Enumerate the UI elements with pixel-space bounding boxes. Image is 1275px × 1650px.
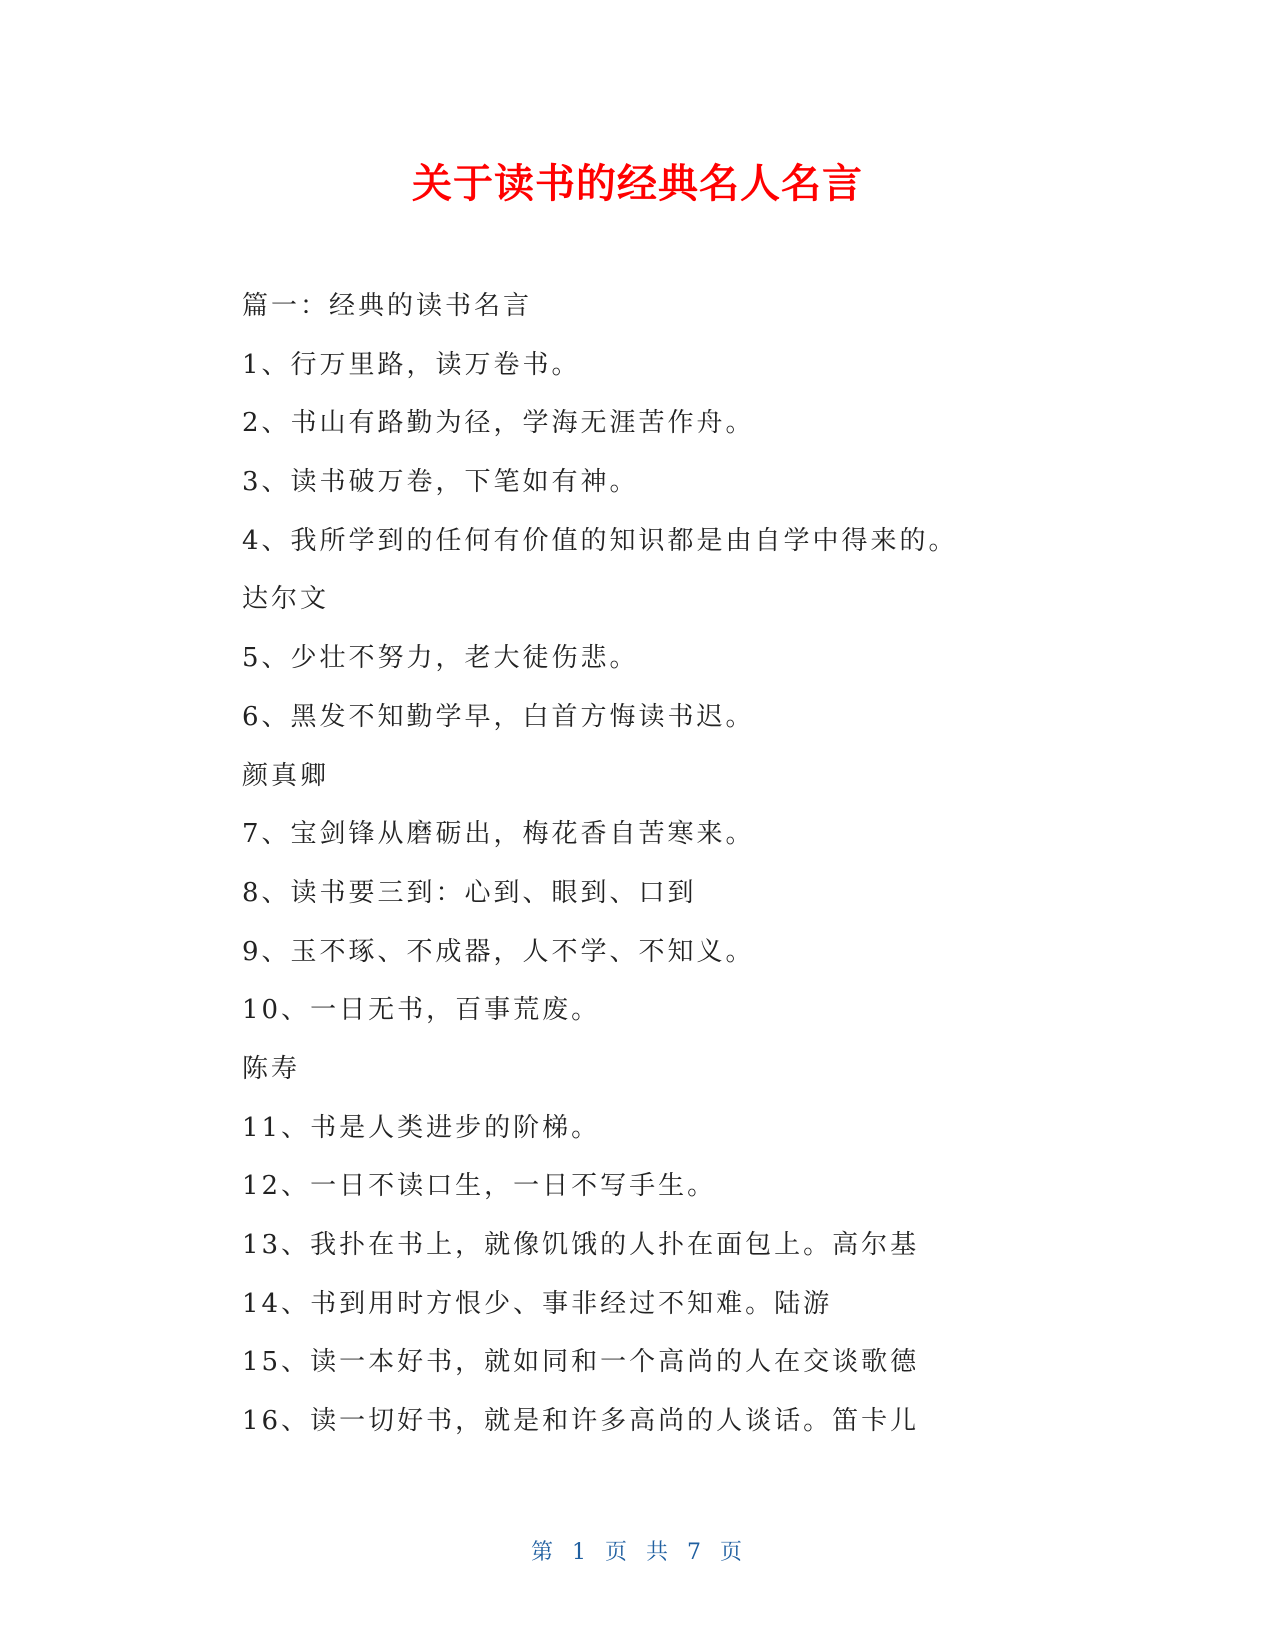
quote-line: 10、一日无书，百事荒废。 [242,995,601,1026]
quote-line: 9、玉不琢、不成器，人不学、不知义。 [242,936,755,967]
quote-line: 8、读书要三到：心到、眼到、口到 [242,877,697,908]
quote-line: 2、书山有路勤为径，学海无涯苦作舟。 [242,408,755,439]
quote-line: 3、读书破万卷，下笔如有神。 [242,467,639,498]
quote-line: 4、我所学到的任何有价值的知识都是由自学中得来的。 [242,525,958,556]
quote-author: 陈寿 [242,1053,301,1084]
quote-line: 16、读一切好书，就是和许多高尚的人谈话。笛卡儿 [242,1406,920,1437]
document-title: 关于读书的经典名人名言 [412,161,863,207]
document-body [242,290,1042,1464]
quote-author: 达尔文 [242,584,330,615]
quote-line: 13、我扑在书上，就像饥饿的人扑在面包上。高尔基 [242,1230,920,1260]
quote-line: 7、宝剑锋从磨砺出，梅花香自苦寒来。 [242,819,755,850]
quote-line: 1、行万里路，读万卷书。 [242,349,581,380]
quote-line: 12、一日不读口生，一日不写手生。 [242,1171,717,1202]
quote-line: 11、书是人类进步的阶梯。 [242,1112,601,1143]
quote-line: 15、读一本好书，就如同和一个高尚的人在交谈歌德 [242,1347,920,1378]
quote-line: 5、少壮不努力，老大徒伤悲。 [242,643,639,674]
quote-author: 颜真卿 [242,760,330,791]
quote-line: 6、黑发不知勤学早，白首方悔读书迟。 [242,701,755,732]
page-number-footer: 第 1 页 共 7 页 [531,1540,744,1565]
section-heading: 篇一：经典的读书名言 [242,291,533,321]
quote-line: 14、书到用时方恨少、事非经过不知难。陆游 [242,1288,833,1319]
